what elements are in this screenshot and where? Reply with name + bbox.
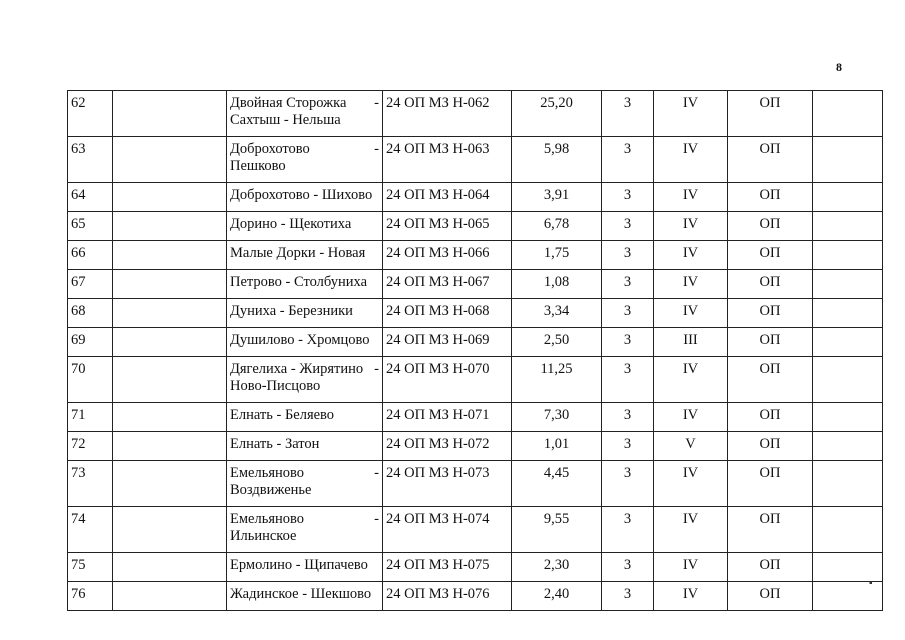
- road-code-cell: 24 ОП МЗ Н-067: [383, 270, 512, 299]
- category-cell: IV: [654, 183, 728, 212]
- significance-cell: ОП: [728, 461, 813, 507]
- significance-cell: ОП: [728, 403, 813, 432]
- empty-cell: [113, 270, 227, 299]
- road-code-cell: 24 ОП МЗ Н-076: [383, 582, 512, 611]
- category-cell: III: [654, 328, 728, 357]
- road-name: Елнать - Беляево: [230, 407, 335, 423]
- empty-cell: [113, 357, 227, 403]
- row-number-cell: 67: [68, 270, 113, 299]
- road-name-start: Доброхотово: [230, 141, 310, 157]
- road-name-line-2: Ильинское: [230, 528, 297, 544]
- category-cell: IV: [654, 507, 728, 553]
- significance-cell: ОП: [728, 328, 813, 357]
- row-number-cell: 65: [68, 212, 113, 241]
- table-row: [68, 137, 883, 183]
- empty-cell: [813, 403, 883, 432]
- road-name-cell: [227, 432, 383, 461]
- significance-cell: ОП: [728, 507, 813, 553]
- road-name: Душилово - Хромцово: [230, 332, 370, 348]
- road-code-cell: 24 ОП МЗ Н-064: [383, 183, 512, 212]
- road-name-start: Дягелиха - Жирятино: [230, 361, 364, 377]
- road-name-cell: [227, 582, 383, 611]
- road-name: Малые Дорки - Новая: [230, 245, 366, 261]
- road-code-cell: 24 ОП МЗ Н-069: [383, 328, 512, 357]
- category-cell: IV: [654, 461, 728, 507]
- road-name-cell: [227, 137, 383, 183]
- empty-cell: [813, 461, 883, 507]
- length-cell: 4,45: [512, 461, 602, 507]
- significance-cell: ОП: [728, 270, 813, 299]
- lanes-cell: 3: [602, 403, 654, 432]
- length-cell: 2,50: [512, 328, 602, 357]
- significance-cell: ОП: [728, 212, 813, 241]
- road-name: Жадинское - Шекшово: [230, 586, 372, 602]
- significance-cell: ОП: [728, 432, 813, 461]
- length-cell: 2,30: [512, 553, 602, 582]
- table-row: [68, 461, 883, 507]
- category-cell: IV: [654, 553, 728, 582]
- table-row: [68, 432, 883, 461]
- significance-cell: ОП: [728, 299, 813, 328]
- road-name: Дуниха - Березники: [230, 303, 353, 319]
- lanes-cell: 3: [602, 507, 654, 553]
- table-row: [68, 91, 883, 137]
- road-code-cell: 24 ОП МЗ Н-068: [383, 299, 512, 328]
- table-row: [68, 582, 883, 611]
- lanes-cell: 3: [602, 270, 654, 299]
- significance-cell: ОП: [728, 582, 813, 611]
- road-code-cell: 24 ОП МЗ Н-070: [383, 357, 512, 403]
- length-cell: 3,34: [512, 299, 602, 328]
- road-name-cell: [227, 507, 383, 553]
- empty-cell: [813, 357, 883, 403]
- road-name-line-1: [230, 511, 379, 528]
- road-code-cell: 24 ОП МЗ Н-074: [383, 507, 512, 553]
- road-name-line-2: Воздвиженье: [230, 482, 312, 498]
- lanes-cell: 3: [602, 91, 654, 137]
- category-cell: IV: [654, 270, 728, 299]
- length-cell: 7,30: [512, 403, 602, 432]
- empty-cell: [113, 403, 227, 432]
- road-name-cell: [227, 183, 383, 212]
- table-row: [68, 403, 883, 432]
- length-cell: 1,75: [512, 241, 602, 270]
- roads-table: [67, 90, 883, 611]
- empty-cell: [113, 328, 227, 357]
- empty-cell: [113, 432, 227, 461]
- empty-cell: [113, 183, 227, 212]
- continuation-dash: -: [374, 465, 379, 481]
- lanes-cell: 3: [602, 212, 654, 241]
- empty-cell: [113, 461, 227, 507]
- empty-cell: [813, 328, 883, 357]
- road-code-cell: 24 ОП МЗ Н-073: [383, 461, 512, 507]
- road-name-cell: [227, 299, 383, 328]
- table-row: [68, 270, 883, 299]
- road-name-cell: [227, 241, 383, 270]
- row-number-cell: 63: [68, 137, 113, 183]
- category-cell: IV: [654, 299, 728, 328]
- table-row: [68, 507, 883, 553]
- row-number-cell: 74: [68, 507, 113, 553]
- road-name: Доброхотово - Шихово: [230, 187, 373, 203]
- length-cell: 11,25: [512, 357, 602, 403]
- road-name-line-2: Ново-Писцово: [230, 378, 321, 394]
- continuation-dash: -: [374, 361, 379, 377]
- row-number-cell: 71: [68, 403, 113, 432]
- table-row: [68, 212, 883, 241]
- empty-cell: [813, 91, 883, 137]
- category-cell: IV: [654, 403, 728, 432]
- road-code-cell: 24 ОП МЗ Н-063: [383, 137, 512, 183]
- significance-cell: ОП: [728, 183, 813, 212]
- category-cell: V: [654, 432, 728, 461]
- row-number-cell: 73: [68, 461, 113, 507]
- length-cell: 25,20: [512, 91, 602, 137]
- table-row: [68, 241, 883, 270]
- length-cell: 3,91: [512, 183, 602, 212]
- significance-cell: ОП: [728, 137, 813, 183]
- empty-cell: [113, 241, 227, 270]
- empty-cell: [813, 270, 883, 299]
- empty-cell: [113, 299, 227, 328]
- road-name-line-1: [230, 465, 379, 482]
- empty-cell: [813, 137, 883, 183]
- continuation-dash: -: [374, 141, 379, 157]
- lanes-cell: 3: [602, 553, 654, 582]
- table-row: [68, 357, 883, 403]
- road-name-cell: [227, 212, 383, 241]
- row-number-cell: 62: [68, 91, 113, 137]
- row-number-cell: 75: [68, 553, 113, 582]
- empty-cell: [813, 432, 883, 461]
- road-code-cell: 24 ОП МЗ Н-072: [383, 432, 512, 461]
- road-name-cell: [227, 461, 383, 507]
- row-number-cell: 76: [68, 582, 113, 611]
- category-cell: IV: [654, 241, 728, 270]
- road-name-start: Емельяново: [230, 465, 304, 481]
- empty-cell: [113, 91, 227, 137]
- continuation-dash: -: [374, 511, 379, 527]
- road-name-cell: [227, 328, 383, 357]
- road-name: Ермолино - Щипачево: [230, 557, 368, 573]
- significance-cell: ОП: [728, 553, 813, 582]
- category-cell: IV: [654, 91, 728, 137]
- significance-cell: ОП: [728, 357, 813, 403]
- row-number-cell: 68: [68, 299, 113, 328]
- road-name-line-1: [230, 95, 379, 112]
- empty-cell: [813, 241, 883, 270]
- road-name-line-2: Сахтыш - Нельша: [230, 112, 341, 128]
- row-number-cell: 66: [68, 241, 113, 270]
- empty-cell: [813, 507, 883, 553]
- empty-cell: [113, 553, 227, 582]
- road-name-start: Двойная Сторожка: [230, 95, 347, 111]
- length-cell: 5,98: [512, 137, 602, 183]
- row-number-cell: 69: [68, 328, 113, 357]
- significance-cell: ОП: [728, 91, 813, 137]
- road-name-cell: [227, 270, 383, 299]
- road-name-cell: [227, 403, 383, 432]
- empty-cell: [113, 212, 227, 241]
- table-body: [68, 91, 883, 611]
- road-code-cell: 24 ОП МЗ Н-075: [383, 553, 512, 582]
- scan-speck: ▪: [869, 578, 873, 589]
- lanes-cell: 3: [602, 461, 654, 507]
- road-name: Елнать - Затон: [230, 436, 320, 452]
- length-cell: 6,78: [512, 212, 602, 241]
- empty-cell: [813, 299, 883, 328]
- road-name-line-1: [230, 141, 379, 158]
- empty-cell: [113, 507, 227, 553]
- road-name: Дорино - Щекотиха: [230, 216, 352, 232]
- lanes-cell: 3: [602, 183, 654, 212]
- road-code-cell: 24 ОП МЗ Н-071: [383, 403, 512, 432]
- lanes-cell: 3: [602, 299, 654, 328]
- page-number: 8: [836, 60, 842, 74]
- table-row: [68, 553, 883, 582]
- category-cell: IV: [654, 137, 728, 183]
- road-code-cell: 24 ОП МЗ Н-065: [383, 212, 512, 241]
- empty-cell: [813, 183, 883, 212]
- lanes-cell: 3: [602, 328, 654, 357]
- category-cell: IV: [654, 582, 728, 611]
- empty-cell: [813, 212, 883, 241]
- road-code-cell: 24 ОП МЗ Н-066: [383, 241, 512, 270]
- row-number-cell: 72: [68, 432, 113, 461]
- road-name-line-2: Пешково: [230, 158, 286, 174]
- continuation-dash: -: [374, 95, 379, 111]
- row-number-cell: 70: [68, 357, 113, 403]
- lanes-cell: 3: [602, 241, 654, 270]
- road-name: Петрово - Столбуниха: [230, 274, 368, 290]
- lanes-cell: 3: [602, 582, 654, 611]
- lanes-cell: 3: [602, 432, 654, 461]
- length-cell: 9,55: [512, 507, 602, 553]
- road-name-cell: [227, 553, 383, 582]
- significance-cell: ОП: [728, 241, 813, 270]
- road-name-cell: [227, 91, 383, 137]
- empty-cell: [113, 137, 227, 183]
- category-cell: IV: [654, 212, 728, 241]
- lanes-cell: 3: [602, 137, 654, 183]
- road-code-cell: 24 ОП МЗ Н-062: [383, 91, 512, 137]
- length-cell: 2,40: [512, 582, 602, 611]
- road-name-cell: [227, 357, 383, 403]
- table-row: [68, 183, 883, 212]
- category-cell: IV: [654, 357, 728, 403]
- length-cell: 1,08: [512, 270, 602, 299]
- road-name-start: Емельяново: [230, 511, 304, 527]
- table-row: [68, 328, 883, 357]
- lanes-cell: 3: [602, 357, 654, 403]
- road-name-line-1: [230, 361, 379, 378]
- length-cell: 1,01: [512, 432, 602, 461]
- row-number-cell: 64: [68, 183, 113, 212]
- table-row: [68, 299, 883, 328]
- empty-cell: [113, 582, 227, 611]
